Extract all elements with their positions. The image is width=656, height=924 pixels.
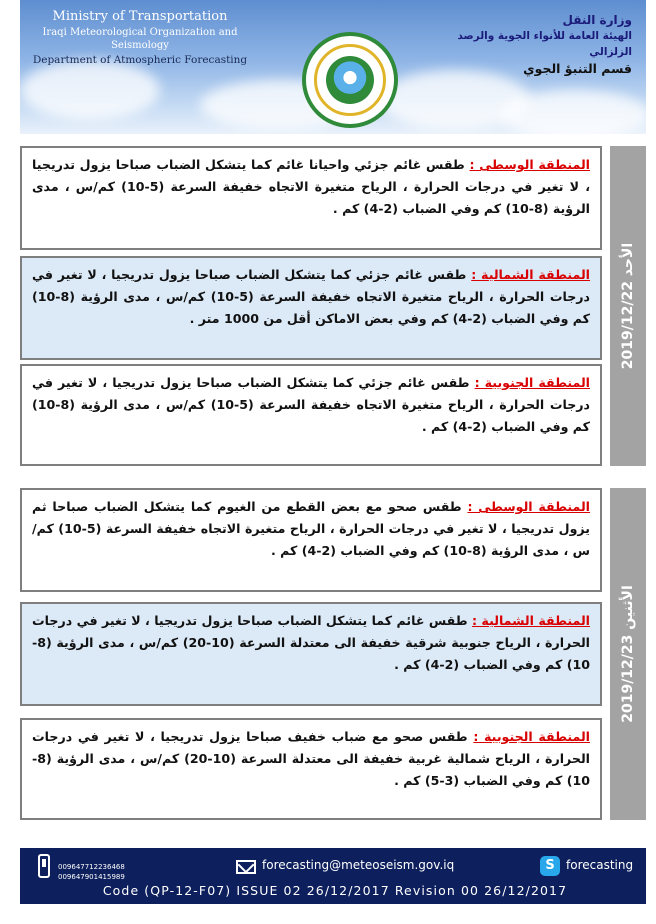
phone-icon	[38, 854, 50, 878]
forecast-text: طقس غائم جزئي كما يتشكل الضباب صباحا يزول تدريجيا ، لا تغير في درجات الحرارة ، الرياح متغيرة الاتجاه خفيفة السرعة (5-10) كم/س ، مدى الرؤية (8-10) كم وفي الضباب (2-4) كم .	[32, 375, 590, 434]
region-title: المنطقة الوسطى :	[469, 157, 590, 172]
day-label-1: الأحد 2019/12/22	[620, 242, 636, 370]
forecast-text: طقس غائم جزئي كما يتشكل الضباب صباحا يزول تدريجيا ، لا تغير في درجات الحرارة ، الرياح متغيرة الاتجاه خفيفة السرعة (5-10) كم/س ، مدى الرؤية (8-10) كم وفي الضباب (2-4) كم وفي بعض الاماكن أقل من 1000 متر .	[32, 267, 590, 326]
forecast-text: طقس صحو مع بعض القطع من الغيوم كما يتشكل الضباب صباحا ثم يزول تدريجيا ، لا تغير في درجات الحرارة ، الرياح متغيرة الاتجاه خفيفة السرعة (5-10) كم/س ، مدى الرؤية (8-10) كم وفي الضباب (2-4) كم .	[32, 499, 590, 558]
header-arabic	[432, 12, 632, 78]
page-footer	[20, 848, 646, 904]
region-title: المنطقة الجنوبية :	[474, 375, 590, 390]
department-en: Department of Atmospheric Forecasting	[32, 53, 248, 66]
day-tab-1	[610, 146, 646, 466]
header-english	[30, 8, 250, 67]
skype-handle[interactable]: forecasting	[566, 858, 634, 872]
department-ar: قسم التنبؤ الجوي	[523, 60, 632, 76]
day-block-2	[20, 488, 646, 820]
mail-icon	[236, 860, 256, 874]
forecast-card-south-day1	[20, 364, 602, 466]
region-title: المنطقة الشمالية :	[471, 613, 590, 628]
organization-ar: الهيئة العامة للأنواء الجوية والرصد الزلزالي	[457, 30, 632, 58]
day-tab-2	[610, 488, 646, 820]
region-title: المنطقة الشمالية :	[471, 267, 590, 282]
forecast-card-north-day1	[20, 256, 602, 360]
page-header	[20, 0, 646, 134]
organization-en: Iraqi Meteorological Organization and Seismology	[42, 26, 238, 52]
ministry-en: Ministry of Transportation	[52, 9, 228, 24]
day-block-1	[20, 146, 646, 466]
forecast-card-central-day1	[20, 146, 602, 250]
email-link[interactable]: forecasting@meteoseism.gov.iq	[262, 858, 455, 872]
forecast-card-south-day2	[20, 718, 602, 820]
forecast-card-central-day2	[20, 488, 602, 592]
forecast-text: طقس صحو مع ضباب خفيف صباحا يزول تدريجيا ، لا تغير في درجات الحرارة ، الرياح شمالية غربية خفيفة الى معتدلة السرعة (10-20) كم/س ، مدى الرؤية (8-10) كم وفي الضباب (3-5) كم .	[32, 729, 590, 788]
ministry-ar: وزارة النقل	[562, 13, 632, 27]
phone-number-1: 009647712236468	[58, 863, 125, 871]
phone-numbers	[58, 862, 125, 882]
region-title: المنطقة الوسطى :	[467, 499, 590, 514]
forecast-card-north-day2	[20, 602, 602, 706]
day-label-2: الأثنين 2019/12/23	[620, 585, 636, 723]
skype-icon: S	[540, 856, 560, 876]
phone-number-2: 009647901415989	[58, 873, 125, 881]
logo-emblem	[302, 32, 398, 128]
forecast-text: طقس غائم كما يتشكل الضباب صباحا يزول تدريجيا ، لا تغير في درجات الحرارة ، الرياح جنوبية شرقية خفيفة الى معتدلة السرعة (10-20) كم/س ، مدى الرؤية (8-10) كم وفي الضباب (2-4) كم .	[32, 613, 590, 672]
region-title: المنطقة الجنوبية :	[473, 729, 590, 744]
document-code: Code (QP-12-F07) ISSUE 02 26/12/2017 Revision 00 26/12/2017	[102, 883, 568, 898]
forecast-text: طقس غائم جزئي واحيانا غائم كما يتشكل الضباب صباحا يزول تدريجيا ، لا تغير في درجات الحرارة ، الرياح متغيرة الاتجاه خفيفة السرعة (5-10) كم/س ، مدى الرؤية (8-10) كم وفي الضباب (2-4) كم .	[32, 157, 590, 216]
